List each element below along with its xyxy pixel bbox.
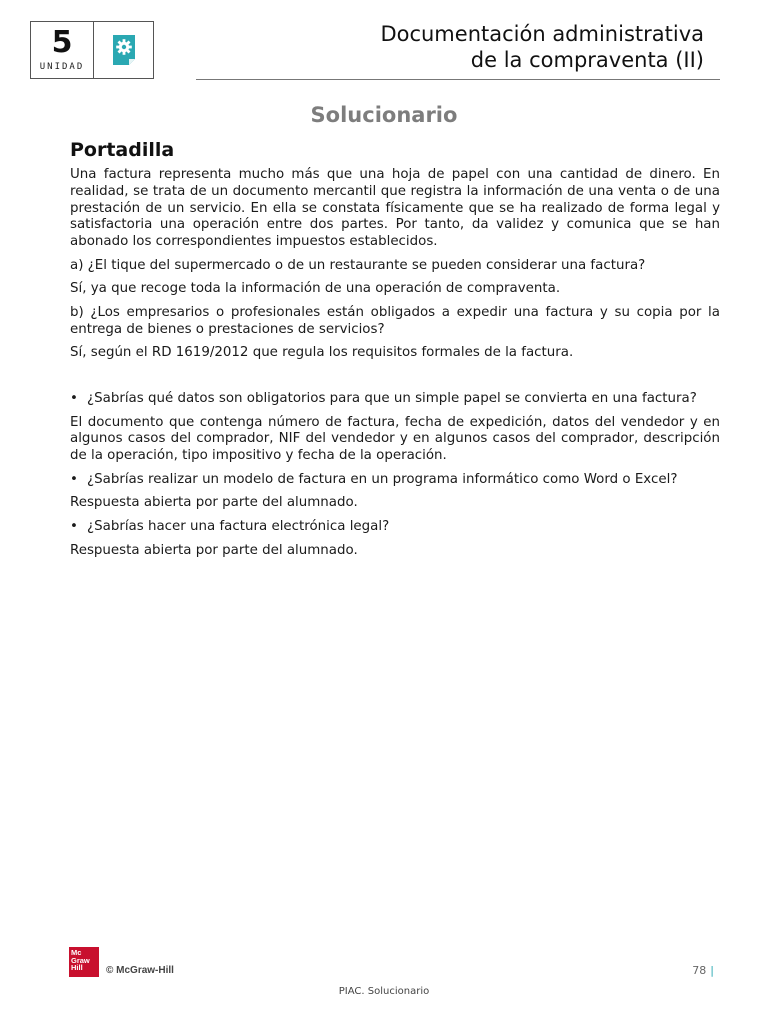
page-number-bar: | (710, 964, 714, 977)
bullet-item (70, 391, 720, 408)
portadilla-heading: Portadilla (70, 139, 175, 161)
answer-b: Sí, según el RD 1619/2012 que regula los requisitos formales de la factura. (70, 345, 574, 361)
section-title: Solucionario (310, 103, 458, 127)
header-divider (196, 79, 720, 80)
logo-line2: Graw (71, 955, 90, 965)
chapter-title-line1: Documentación administrativa (380, 22, 704, 46)
unit-icon-block (94, 22, 153, 78)
question-b: b) ¿Los empresarios o profesionales están obligados a expedir una factura y su copia por la entrega de bienes o prestaciones de servicios? (70, 304, 720, 337)
bullet-item (70, 472, 720, 489)
bullet-answer-2: Respuesta abierta por parte del alumnado. (70, 495, 358, 511)
intro-paragraph: Una factura representa mucho más que una hoja de papel con una cantidad de dinero. En realidad, se trata de un documento mercantil que registra la información de una venta o de una prestación de un servicio. En ella se constata físicamente que se ha realizado de forma legal y satisfactoria una operación entre dos partes. Por tanto, da validez y comunica que se han abonado los correspondientes impuestos establecidos. (70, 167, 720, 250)
logo-line3: Hill (71, 963, 83, 972)
footer-center-text: PIAC. Solucionario (338, 986, 430, 997)
bullet-question-1: ¿Sabrías qué datos son obligatorios para que un simple papel se convierta en una factura? (87, 390, 697, 406)
question-a: a) ¿El tique del supermercado o de un restaurante se pueden considerar una factura? (70, 257, 646, 273)
main-content (70, 138, 720, 566)
unit-badge (30, 21, 154, 79)
answer-a: Sí, ya que recoge toda la información de una operación de compraventa. (70, 281, 561, 297)
chapter-title (380, 21, 704, 73)
bullet-question-2: ¿Sabrías realizar un modelo de factura en un programa informático como Word o Excel? (87, 471, 678, 487)
unit-number-block (31, 22, 94, 78)
logo-line1: Mc (71, 948, 82, 957)
bullet-icon: • (70, 390, 78, 406)
bullet-icon: • (70, 471, 78, 487)
page-number-block (692, 964, 714, 977)
gear-document-icon (113, 35, 135, 65)
mcgraw-hill-logo (69, 947, 99, 977)
bullet-question-3: ¿Sabrías hacer una factura electrónica legal? (87, 518, 390, 534)
chapter-title-line2: de la compraventa (II) (470, 48, 704, 72)
bullet-icon: • (70, 518, 78, 534)
bullet-answer-3: Respuesta abierta por parte del alumnado. (70, 542, 358, 558)
bullet-answer-1: El documento que contenga número de factura, fecha de expedición, datos del vendedor y en algunos casos del comprador, NIF del vendedor y en algunos casos del comprador, descripción de la operación, tipo impositivo y fecha de la operación. (70, 414, 720, 464)
bullet-item (70, 519, 720, 536)
copyright-text: © McGraw-Hill (106, 965, 174, 976)
spacer (70, 369, 720, 391)
unit-label: UNIDAD (39, 62, 85, 72)
page-number: 78 (692, 964, 707, 977)
unit-number: 5 (51, 25, 73, 60)
